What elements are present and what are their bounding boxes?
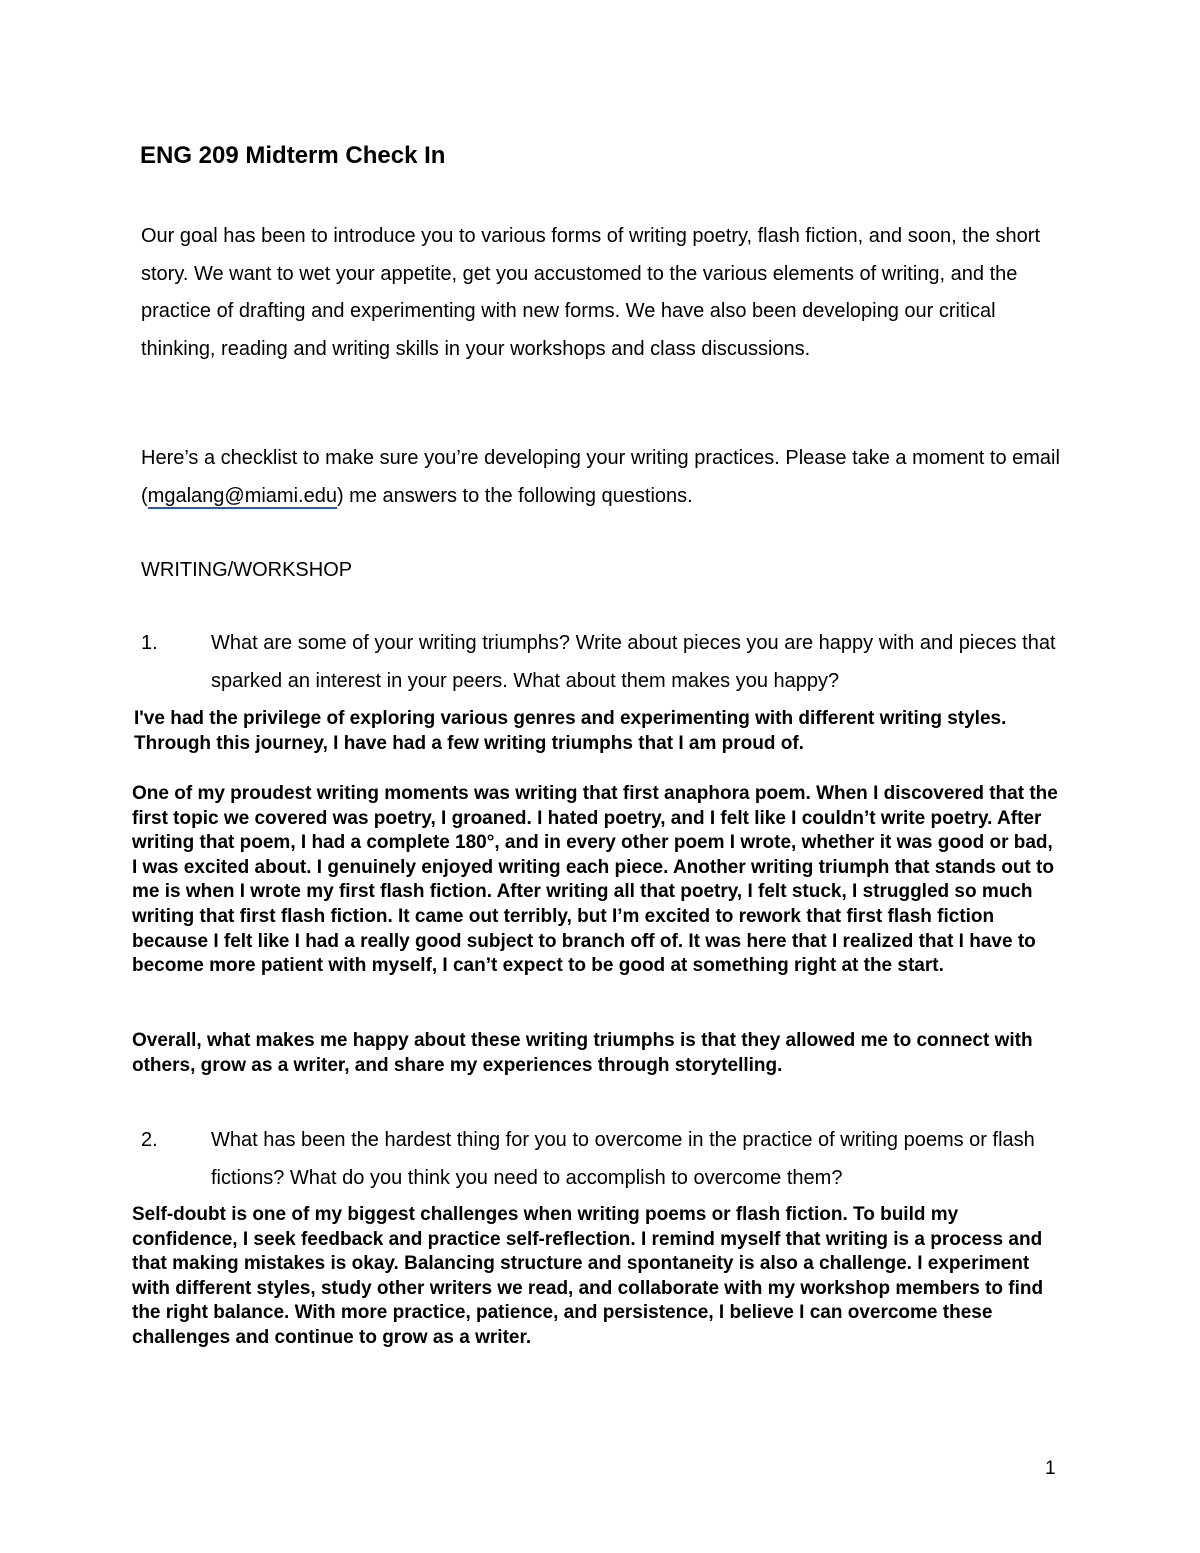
checklist-text-before: Here’s a checklist to make sure you’re developing your writing practices. Please take a moment to email ( <box>141 447 1060 507</box>
question-1 <box>141 625 1081 700</box>
checklist-paragraph <box>141 440 1081 515</box>
question-number: 2. <box>141 1129 158 1151</box>
question-number: 1. <box>141 632 158 654</box>
answer-1-paragraph-3: Overall, what makes me happy about these writing triumphs is that they allowed me to connect with others, grow as a writer, and share my experiences through storytelling. <box>132 1030 1033 1076</box>
question-text: What are some of your writing triumphs? Write about pieces you are happy with and pieces that sparked an interest in your peers. What about them makes you happy? <box>211 632 1056 692</box>
intro-paragraph: Our goal has been to introduce you to various forms of writing poetry, flash fiction, and soon, the short story. We want to wet your appetite, get you accustomed to the various elements of writing, and the practice of drafting and experimenting with new forms. We have also been developing our critical thinking, reading and writing skills in your workshops and class discussions. <box>141 225 1041 360</box>
section-heading: WRITING/WORKSHOP <box>141 559 353 581</box>
email-link[interactable]: mgalang@miami.edu <box>147 484 337 507</box>
document-title: ENG 209 Midterm Check In <box>140 142 446 169</box>
question-2 <box>141 1122 1081 1197</box>
question-text: What has been the hardest thing for you to overcome in the practice of writing poems or flash fictions? What do you think you need to accomplish to overcome them? <box>211 1129 1035 1189</box>
answer-1-paragraph-2: One of my proudest writing moments was writing that first anaphora poem. When I discovered that the first topic we covered was poetry, I groaned. I hated poetry, and I felt like I couldn’t write poetry. After writing that poem, I had a complete 180°, and in every other poem I wrote, whether it was good or bad, I was excited about. I genuinely enjoyed writing each piece. Another writing triumph that stands out to me is when I wrote my first flash fiction. After writing all that poetry, I felt stuck, I struggled so much writing that first flash fiction. It came out terribly, but I’m excited to rework that first flash fiction because I felt like I had a really good subject to branch off of. It was here that I realized that I have to become more patient with myself, I can’t expect to be good at something right at the start. <box>132 783 1058 977</box>
answer-2-paragraph-1: Self-doubt is one of my biggest challenges when writing poems or flash fiction. To build my confidence, I seek feedback and practice self-reflection. I remind myself that writing is a process and that making mistakes is okay. Balancing structure and spontaneity is also a challenge. I experiment with different styles, study other writers we read, and collaborate with my workshop members to find the right balance. With more practice, patience, and persistence, I believe I can overcome these challenges and continue to grow as a writer. <box>132 1204 1044 1348</box>
page-number: 1 <box>1045 1458 1056 1479</box>
answer-1-paragraph-1: I've had the privilege of exploring various genres and experimenting with different writing styles. Through this journey, I have had a few writing triumphs that I am proud of. <box>134 708 1007 754</box>
checklist-text-after: ) me answers to the following questions. <box>336 484 693 507</box>
